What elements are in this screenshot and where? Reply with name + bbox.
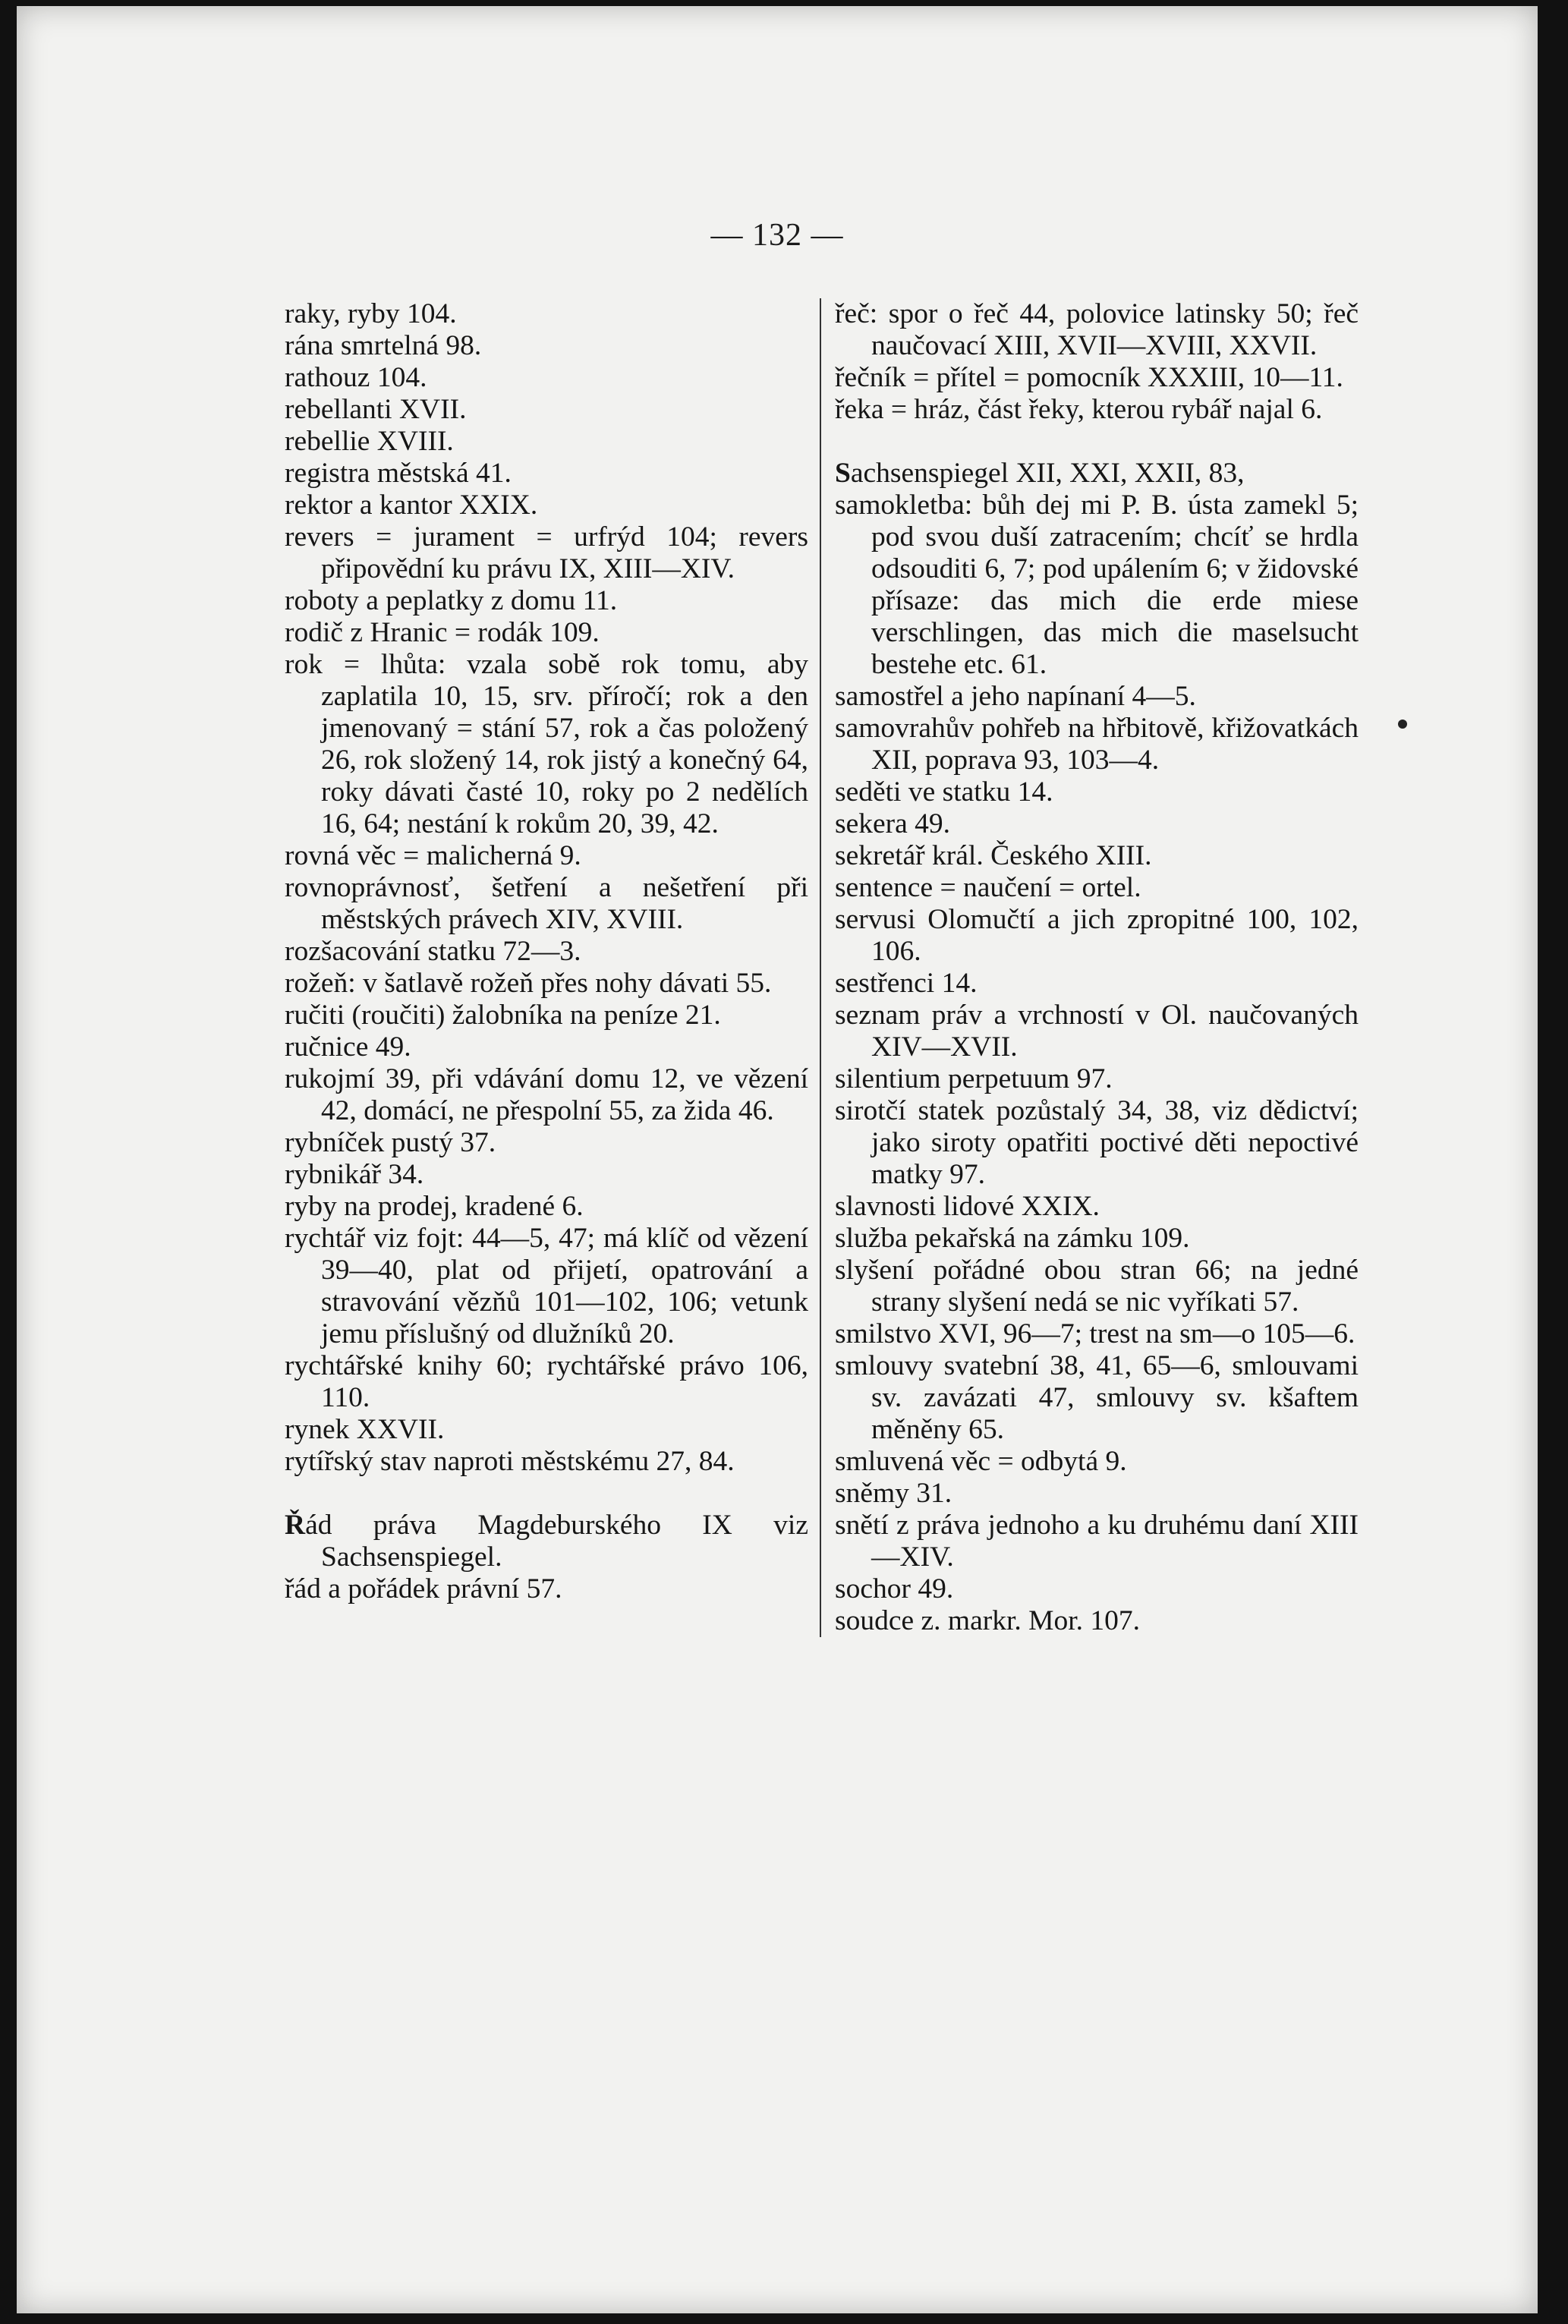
right-index-entries-s [835, 458, 1359, 1637]
entry-text: sekretář král. Českého XIII. [835, 840, 1152, 871]
index-entry: rok = lhůta: vzala sobě rok tomu, aby zaplatila 10, 15, srv. příročí; rok a den jmenovaný = stání 57, rok a čas položený 26, rok složený 14, rok jistý a konečný 64, roky dávati časté 10, roky po 2 nedělích 16, 64; nestání k rokům 20, 39, 42. [285, 649, 808, 839]
entry-text: snětí z práva jednoho a ku druhému daní XIII—XIV. [835, 1510, 1359, 1573]
entry-text: seděti ve statku 14. [835, 776, 1053, 808]
entry-text: ád práva Magdeburského IX viz Sachsenspiegel. [305, 1510, 808, 1573]
index-entry [835, 808, 1359, 840]
index-entry: raky, ryby 104. [285, 298, 457, 329]
entry-text: samovrahův pohřeb na hřbitově, křižovatkách XII, poprava 93, 103—4. [835, 713, 1359, 776]
index-entry [835, 1095, 1359, 1191]
entry-text: servusi Olomučtí a jich zpropitné 100, 102, 106. [835, 904, 1359, 967]
right-column [820, 298, 1359, 1637]
index-entry [285, 1510, 808, 1573]
entry-text: sekera 49. [835, 808, 951, 839]
index-entry: rána smrtelná 98. [285, 330, 482, 361]
entry-text: smlouvy svatební 38, 41, 65—6, smlouvami sv. zavázati 47, smlouvy sv. kšaftem měněny 65. [835, 1350, 1359, 1445]
entry-text: sochor 49. [835, 1573, 954, 1604]
index-entry: roboty a peplatky z domu 11. [285, 585, 618, 616]
index-entry [835, 840, 1359, 872]
index-entry [835, 713, 1359, 776]
index-entry: rodič z Hranic = rodák 109. [285, 617, 600, 648]
index-entry: rathouz 104. [285, 362, 427, 393]
index-entry [835, 1478, 1359, 1510]
index-entry: rožeň: v šatlavě rožeň přes nohy dávati 55. [285, 968, 772, 999]
index-entry: ryby na prodej, kradené 6. [285, 1191, 584, 1222]
index-entry [835, 904, 1359, 968]
index-entry: řečník = přítel = pomocník XXXIII, 10—11. [835, 362, 1343, 393]
index-entry: rebellie XVIII. [285, 426, 454, 457]
entry-text: soudce z. markr. Mor. 107. [835, 1605, 1141, 1636]
index-entry [835, 490, 1359, 681]
index-entry [835, 1191, 1359, 1223]
index-entry: rytířský stav naproti městskému 27, 84. [285, 1446, 735, 1477]
index-entry: revers = jurament = urfrýd 104; revers připovědní ku právu IX, XIII—XIV. [285, 521, 808, 584]
index-entry [835, 458, 1359, 490]
index-entry: rozšacování statku 72—3. [285, 936, 581, 967]
entry-text: achsenspiegel XII, XXI, XXII, 83, [850, 458, 1245, 489]
index-entry [835, 1446, 1359, 1478]
entry-text: řád a pořádek právní 57. [285, 1573, 562, 1604]
left-column [285, 298, 808, 1605]
entry-text: samokletba: bůh dej mi P. B. ústa zamekl 5; pod svou duší zatracením; chcíť se hrdla odsouditi 6, 7; pod upálením 6; v židovské přísaze: das mich die erde miese verschlingen, das mich die maselsucht bestehe etc. 61. [835, 490, 1359, 680]
index-entry [835, 1510, 1359, 1573]
entry-text: sestřenci 14. [835, 968, 978, 999]
section-gap [835, 426, 1359, 458]
entry-text: smilstvo XVI, 96—7; trest na sm—o 105—6. [835, 1318, 1355, 1349]
entry-text: silentium perpetuum 97. [835, 1063, 1113, 1094]
index-entry: registra městská 41. [285, 458, 512, 489]
index-entry: rektor a kantor XXIX. [285, 490, 538, 521]
page-number: — 132 — [710, 218, 844, 253]
index-entry [285, 1573, 808, 1605]
index-entry: rukojmí 39, při vdávání domu 12, ve vězení 42, domácí, ne přespolní 55, za žida 46. [285, 1063, 808, 1126]
index-entry [835, 681, 1359, 713]
index-entry: rychtářské knihy 60; rychtářské právo 106, 110. [285, 1350, 808, 1413]
index-entry [835, 1255, 1359, 1318]
index-entry [835, 968, 1359, 1000]
index-entry [835, 1605, 1359, 1637]
index-entry: rynek XXVII. [285, 1414, 445, 1445]
entry-text: služba pekařská na zámku 109. [835, 1223, 1190, 1254]
section-initial: S [835, 458, 851, 489]
entry-text: sirotčí statek pozůstalý 34, 38, viz dědictví; jako siroty opatřiti poctivé děti nepoctivé matky 97. [835, 1095, 1359, 1190]
index-entry [835, 1063, 1359, 1095]
index-entry [835, 1573, 1359, 1605]
entry-text: smluvená věc = odbytá 9. [835, 1446, 1127, 1477]
index-entry [835, 1000, 1359, 1063]
entry-text: sněmy 31. [835, 1478, 952, 1509]
index-entry: rybnikář 34. [285, 1159, 424, 1190]
section-gap [285, 1478, 808, 1510]
print-speck [1398, 720, 1407, 729]
index-entry: rebellanti XVII. [285, 394, 467, 425]
entry-text: slavnosti lidové XXIX. [835, 1191, 1100, 1222]
index-entry: řeč: spor o řeč 44, polovice latinsky 50; řeč naučovací XIII, XVII—XVIII, XXVII. [835, 298, 1359, 361]
index-entry: rovnoprávnosť, šetření a nešetření při městských právech XIV, XVIII. [285, 872, 808, 935]
right-index-entries [835, 298, 1359, 426]
index-entry: ručnice 49. [285, 1031, 411, 1063]
index-entry: rybníček pustý 37. [285, 1127, 496, 1158]
entry-text: slyšení pořádné obou stran 66; na jedné strany slyšení nedá se nic vyříkati 57. [835, 1255, 1359, 1318]
index-entry [835, 776, 1359, 808]
index-entry [835, 1223, 1359, 1255]
index-entry: ručiti (roučiti) žalobníka na peníze 21. [285, 1000, 721, 1031]
index-entry [835, 1318, 1359, 1350]
entry-text: seznam práv a vrchností v Ol. naučovaných XIV—XVII. [835, 1000, 1359, 1063]
left-index-entries-r-hacek [285, 1510, 808, 1605]
index-entry: rychtář viz fojt: 44—5, 47; má klíč od vězení 39—40, plat od přijetí, opatrování a stravování vězňů 101—102, 106; vetunk jemu příslušný od dlužníků 20. [285, 1223, 808, 1349]
entry-text: sentence = naučení = ortel. [835, 872, 1141, 903]
index-entry [835, 872, 1359, 904]
index-entry [835, 1350, 1359, 1446]
document-page [17, 6, 1538, 2313]
entry-text: samostřel a jeho napínaní 4—5. [835, 681, 1196, 712]
index-entry: rovná věc = malicherná 9. [285, 840, 581, 871]
left-index-entries [285, 298, 808, 1478]
section-initial: Ř [285, 1510, 306, 1541]
index-entry: řeka = hráz, část řeky, kterou rybář najal 6. [835, 394, 1323, 425]
